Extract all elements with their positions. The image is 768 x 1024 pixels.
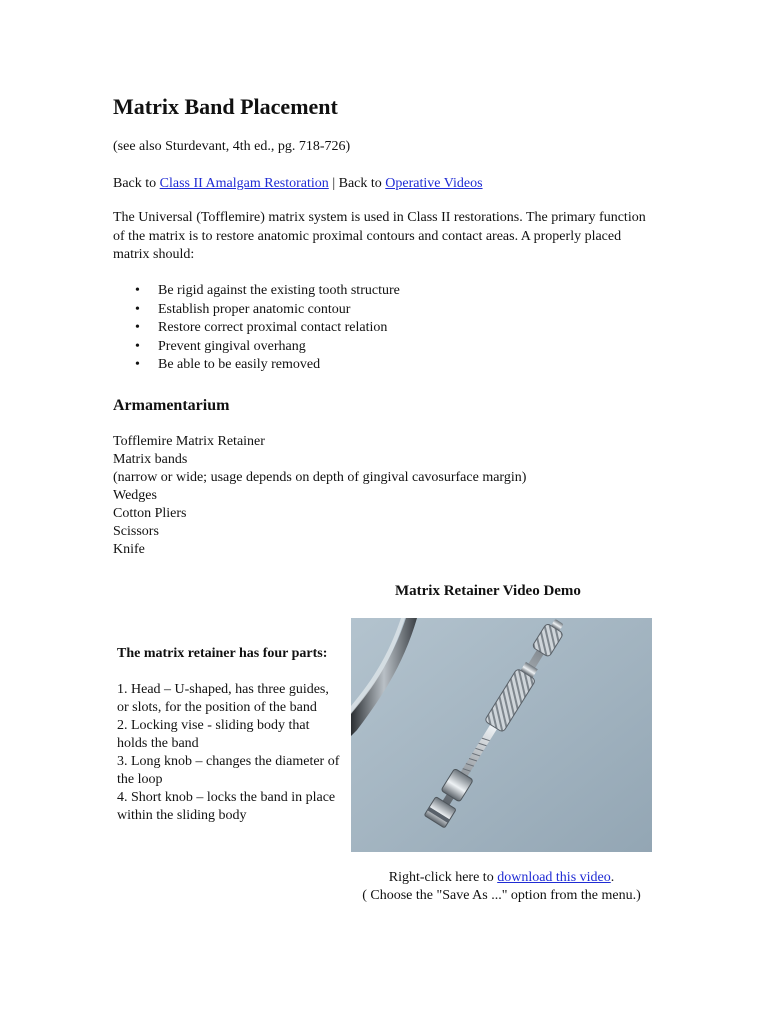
caption-prefix: Right-click here to <box>388 870 498 885</box>
breadcrumb <box>113 175 483 193</box>
download-caption <box>351 869 652 905</box>
save-as-note: ( Choose the "Save As ..." option from the menu.) <box>362 888 641 903</box>
page-title: Matrix Band Placement <box>113 94 338 119</box>
download-line <box>351 869 652 887</box>
video-section-title: Matrix Retainer Video Demo <box>395 583 581 599</box>
part-item: 2. Locking vise - sliding body that holds the band <box>117 718 310 751</box>
armamentarium-item: Scissors <box>113 524 159 539</box>
matrix-retainer-video-thumbnail[interactable] <box>351 618 652 852</box>
back-separator: | Back to <box>328 176 386 191</box>
bullet-icon: • <box>135 338 140 354</box>
list-item: • Establish proper anatomic contour <box>113 301 400 320</box>
bullet-icon: • <box>135 320 140 336</box>
armamentarium-item: Tofflemire Matrix Retainer <box>113 434 265 449</box>
armamentarium-item: Cotton Pliers <box>113 506 187 521</box>
list-item: • Be rigid against the existing tooth structure <box>113 282 400 301</box>
matrix-retainer-illustration <box>351 618 652 852</box>
parts-heading: The matrix retainer has four parts: <box>117 646 328 661</box>
retainer-parts-description <box>117 645 343 825</box>
list-item: • Restore correct proximal contact relation <box>113 319 400 338</box>
caption-suffix: . <box>610 870 615 885</box>
armamentarium-item: Wedges <box>113 488 157 503</box>
operative-videos-link[interactable]: Operative Videos <box>385 176 483 191</box>
armamentarium-item: Knife <box>113 542 145 557</box>
bullet-icon: • <box>135 301 140 317</box>
armamentarium-list <box>113 433 526 559</box>
bullet-icon: • <box>135 357 140 373</box>
armamentarium-item: Matrix bands <box>113 452 188 467</box>
part-item: 1. Head – U-shaped, has three guides, or slots, for the position of the band <box>117 682 329 715</box>
back-prefix: Back to <box>113 176 160 191</box>
armamentarium-item: (narrow or wide; usage depends on depth of gingival cavosurface margin) <box>113 470 527 485</box>
part-item: 4. Short knob – locks the band in place within the sliding body <box>117 790 336 823</box>
criteria-list <box>113 282 400 375</box>
list-item: • Be able to be easily removed <box>113 356 400 375</box>
bullet-icon: • <box>135 283 140 298</box>
armamentarium-heading: Armamentarium <box>113 397 230 414</box>
part-item: 3. Long knob – changes the diameter of the loop <box>117 754 340 787</box>
intro-paragraph: The Universal (Tofflemire) matrix system is used in Class II restorations. The primary function of the matrix is to restore anatomic proximal contours and contact areas. A properly placed matrix should: <box>113 210 646 262</box>
list-item: • Prevent gingival overhang <box>113 338 400 357</box>
see-also-reference: (see also Sturdevant, 4th ed., pg. 718-726) <box>113 139 351 154</box>
download-video-link[interactable]: download this video <box>497 870 611 885</box>
class-ii-amalgam-link[interactable]: Class II Amalgam Restoration <box>159 176 329 191</box>
